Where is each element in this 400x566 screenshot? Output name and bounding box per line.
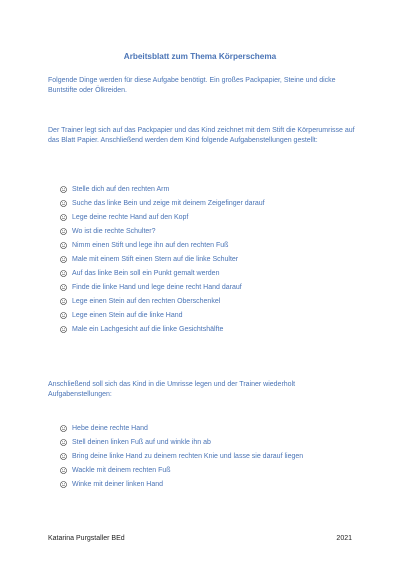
smiley-icon: [60, 326, 67, 333]
smiley-icon: [60, 200, 67, 207]
list-item: [60, 213, 380, 227]
list-item-text: Winke mit deiner linken Hand: [72, 481, 164, 488]
list-item: [60, 255, 380, 269]
instructions-paragraph: Der Trainer legt sich auf das Packpapier und das Kind zeichnet mit dem Stift die Körperumrisse auf das Blatt Papier. Anschließend werden dem Kind folgende Aufgabenstellungen gestellt:: [48, 127, 355, 144]
task-list-outline: [60, 185, 380, 339]
list-item-text: Hebe deine rechte Hand: [72, 425, 148, 432]
list-item-text: Stell deinen linken Fuß auf und winkle ihn ab: [72, 439, 211, 446]
smiley-icon: [60, 270, 67, 277]
list-item-text: Male ein Lachgesicht auf die linke Gesichtshälfte: [72, 326, 224, 333]
list-item-text: Nimm einen Stift und lege ihn auf den rechten Fuß: [72, 242, 229, 249]
list-item: [60, 241, 380, 255]
footer-author: Katarina Purgstaller BEd: [48, 535, 125, 542]
smiley-icon: [60, 425, 67, 432]
list-item-text: Male mit einem Stift einen Stern auf die linke Schulter: [72, 256, 239, 263]
footer-year: 2021: [336, 535, 352, 542]
smiley-icon: [60, 284, 67, 291]
list-item: [60, 480, 380, 494]
list-item: [60, 269, 380, 283]
list-item: [60, 297, 380, 311]
list-item: [60, 185, 380, 199]
smiley-icon: [60, 298, 67, 305]
list-item: [60, 311, 380, 325]
task-list-lying: [60, 424, 380, 494]
smiley-icon: [60, 242, 67, 249]
list-item: [60, 438, 380, 452]
list-item-text: Lege einen Stein auf den rechten Oberschenkel: [72, 298, 221, 305]
smiley-icon: [60, 453, 67, 460]
worksheet-title: Arbeitsblatt zum Thema Körperschema: [123, 52, 277, 61]
list-item: [60, 199, 380, 213]
list-item: [60, 466, 380, 480]
list-item-text: Finde die linke Hand und lege deine recht Hand darauf: [72, 284, 242, 291]
smiley-icon: [60, 439, 67, 446]
list-item-text: Wackle mit deinem rechten Fuß: [72, 467, 171, 474]
second-instructions-paragraph: Anschließend soll sich das Kind in die Umrisse legen und der Trainer wiederholt Aufgabenstellungen:: [48, 381, 296, 398]
smiley-icon: [60, 228, 67, 235]
list-item-text: Auf das linke Bein soll ein Punkt gemalt werden: [72, 270, 220, 277]
smiley-icon: [60, 214, 67, 221]
materials-paragraph: Folgende Dinge werden für diese Aufgabe benötigt. Ein großes Packpapier, Steine und dicke Buntstifte oder Ölkreiden.: [48, 77, 336, 94]
list-item: [60, 424, 380, 438]
list-item-text: Lege einen Stein auf die linke Hand: [72, 312, 183, 319]
list-item: [60, 227, 380, 241]
list-item: [60, 452, 380, 466]
list-item: [60, 283, 380, 297]
smiley-icon: [60, 312, 67, 319]
list-item-text: Suche das linke Bein und zeige mit deinem Zeigefinger darauf: [72, 200, 265, 207]
smiley-icon: [60, 256, 67, 263]
list-item-text: Bring deine linke Hand zu deinem rechten Knie und lasse sie darauf liegen: [72, 453, 304, 460]
list-item-text: Lege deine rechte Hand auf den Kopf: [72, 214, 189, 221]
smiley-icon: [60, 467, 67, 474]
smiley-icon: [60, 481, 67, 488]
smiley-icon: [60, 186, 67, 193]
list-item-text: Wo ist die rechte Schulter?: [72, 228, 156, 235]
list-item-text: Stelle dich auf den rechten Arm: [72, 186, 170, 193]
list-item: [60, 325, 380, 339]
